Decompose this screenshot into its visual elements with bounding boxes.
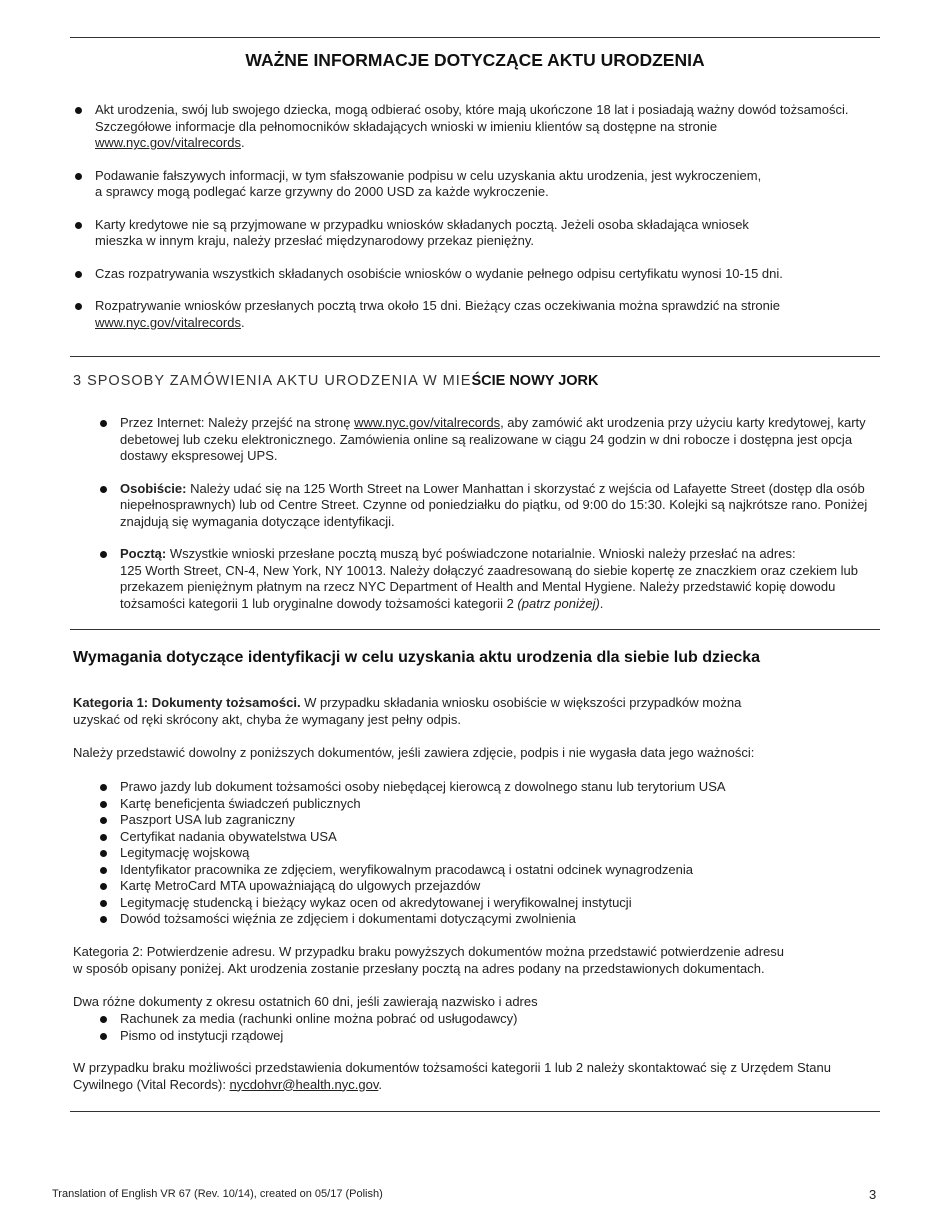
list-item: Rozpatrywanie wniosków przesłanych pocztą trwa około 15 dni. Bieżący czas oczekiwania można sprawdzić na stronie www.nyc.gov/vitalrecords. <box>95 298 855 331</box>
list-item: Legitymację studencką i bieżący wykaz ocen od akredytowanej i weryfikowalnej instytucji <box>120 895 880 912</box>
list-item: Kartę MetroCard MTA upoważniającą do ulgowych przejazdów <box>120 878 880 895</box>
list-item: Rachunek za media (rachunki online można pobrać od usługodawcy) <box>120 1011 880 1028</box>
list-item: Certyfikat nadania obywatelstwa USA <box>120 829 880 846</box>
list-item: Kartę beneficjenta świadczeń publicznych <box>120 796 880 813</box>
divider <box>70 629 880 630</box>
divider <box>70 356 880 357</box>
contact-email-link[interactable]: nycdohvr@health.nyc.gov <box>229 1076 379 1092</box>
list-item: Identyfikator pracownika ze zdjęciem, weryfikowalnym pracodawcą i ostatni odcinek wynagrodzenia <box>120 862 880 879</box>
category-1-intro: Należy przedstawić dowolny z poniższych dokumentów, jeśli zawiera zdjęcie, podpis i nie wygasła data jego ważności: <box>73 745 755 760</box>
list-item: Czas rozpatrywania wszystkich składanych osobiście wniosków o wydanie pełnego odpisu certyfikatu wynosi 10-15 dni. <box>95 266 875 283</box>
page-number: 3 <box>869 1187 877 1202</box>
order-ways-list <box>120 415 896 612</box>
category-2-intro: Dwa różne dokumenty z okresu ostatnich 60 dni, jeśli zawierają nazwisko i adres <box>73 994 538 1009</box>
list-item: Akt urodzenia, swój lub swojego dziecka, mogą odbierać osoby, które mają ukończone 18 lat i posiadają ważny dowód tożsamości. Szczegółowe informacje dla pełnomocników składających wnioski w imieniu klientów są dostępne na stronie www.nyc.gov/vitalrecords. <box>95 102 855 152</box>
top-rule <box>70 37 880 38</box>
order-way-mail: Pocztą: Wszystkie wnioski przesłane pocztą muszą być poświadczone notarialnie. Wnioski należy przesłać na adres: 125 Worth Street, CN-4, New York, NY 10013. Należy dołączyć zaadresowaną do siebie kopertę ze znaczkiem oraz czekiem lub przekazem pieniężnym płatnym na rzecz NYC Department of Health and Mental Hygiene. Należy przedstawić kopię dowodu tożsamości kategorii 1 lub oryginalne dowody tożsamości kategorii 2 (patrz poniżej). <box>120 546 896 612</box>
requirements-title: Wymagania dotyczące identyfikacji w celu uzyskania aktu urodzenia dla siebie lub dziecka <box>73 649 761 666</box>
important-info-list <box>95 102 855 331</box>
list-item: Podawanie fałszywych informacji, w tym sfałszowanie podpisu w celu uzyskania aktu urodzenia, jest wykroczeniem, a sprawcy mogą podlegać karze grzywny do 2000 USD za każde wykroczenie. <box>95 168 855 201</box>
list-item: Karty kredytowe nie są przyjmowane w przypadku wniosków składanych pocztą. Jeżeli osoba składająca wniosek mieszka w innym kraju, należy przesłać międzynarodowy przekaz pieniężny. <box>95 217 855 250</box>
vitalrecords-link[interactable]: www.nyc.gov/vitalrecords <box>95 314 241 330</box>
ways-section-title: 3 SPOSOBY ZAMÓWIENIA AKTU URODZENIA W MIEŚCIE NOWY JORK <box>73 373 599 389</box>
footer-text: Translation of English VR 67 (Rev. 10/14), created on 05/17 (Polish) <box>52 1188 383 1200</box>
order-way-in-person: Osobiście: Należy udać się na 125 Worth Street na Lower Manhattan i skorzystać z wejścia od Lafayette Street (dostęp dla osób niepełnosprawnych) lub od Centre Street. Czynne od poniedziałku do piątku, od 9:00 do 15:30. Kolejki są najkrótsze rano. Poniżej znajdują się wymagania dotyczące identyfikacji. <box>120 481 896 531</box>
order-way-online: Przez Internet: Należy przejść na stronę www.nyc.gov/vitalrecords, aby zamówić akt urodzenia przy użyciu karty kredytowej, karty debetowej lub czeku elektronicznego. Zamówienia online są realizowane w ciągu 24 godzin w dni robocze i dostępna jest opcja dostawy ekspresowej UPS. <box>120 415 896 465</box>
category-2-description: Kategoria 2: Potwierdzenie adresu. W przypadku braku powyższych dokumentów można przedstawić potwierdzenie adresu w sposób opisany poniżej. Akt urodzenia zostanie przesłany pocztą na adres podany na przedstawionych dokumentach. <box>73 944 785 976</box>
vitalrecords-link[interactable]: www.nyc.gov/vitalrecords <box>354 415 501 430</box>
category-2-documents-list <box>120 1011 880 1044</box>
list-item: Paszport USA lub zagraniczny <box>120 812 880 829</box>
vitalrecords-link[interactable]: www.nyc.gov/vitalrecords <box>95 135 241 150</box>
contact-note: W przypadku braku możliwości przedstawienia dokumentów tożsamości kategorii 1 lub 2 należy skontaktować się z Urzędem Stanu Cywilnego (Vital Records): nycdohvr@health.nyc.gov. <box>73 1060 831 1092</box>
page-title: WAŻNE INFORMACJE DOTYCZĄCE AKTU URODZENIA <box>245 50 705 70</box>
list-item: Pismo od instytucji rządowej <box>120 1028 880 1045</box>
bottom-rule <box>70 1111 880 1112</box>
list-item: Prawo jazdy lub dokument tożsamości osoby niebędącej kierowcą z dowolnego stanu lub terytorium USA <box>120 779 880 796</box>
list-item: Legitymację wojskową <box>120 845 880 862</box>
category-1-description: Kategoria 1: Dokumenty tożsamości. W przypadku składania wniosku osobiście w większości przypadków można uzyskać od ręki skrócony akt, chyba że wymagany jest pełny odpis. <box>73 695 742 727</box>
category-1-documents-list <box>120 779 880 928</box>
list-item: Dowód tożsamości więźnia ze zdjęciem i dokumentami dotyczącymi zwolnienia <box>120 911 880 928</box>
